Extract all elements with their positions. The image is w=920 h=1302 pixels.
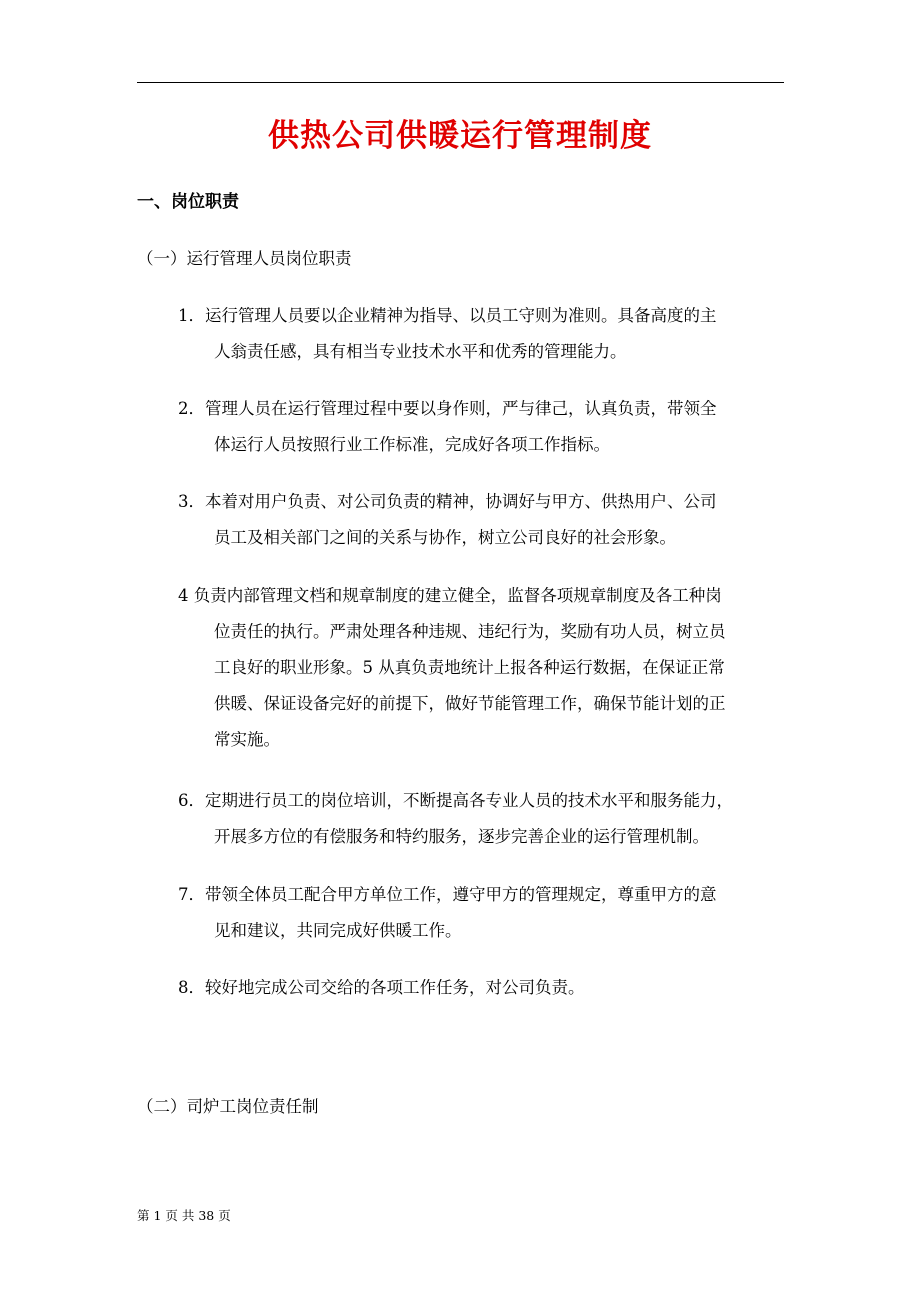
list-item-line: 常实施。 (214, 730, 280, 749)
list-item-line: 6．定期进行员工的岗位培训，不断提高各专业人员的技术水平和服务能力， (178, 791, 733, 810)
list-item-line: 工良好的职业形象。5 从真负责地统计上报各种运行数据，在保证正常 (214, 658, 725, 677)
list-item-line: 8．较好地完成公司交给的各项工作任务，对公司负责。 (178, 978, 585, 997)
document-title: 供热公司供暖运行管理制度 (268, 118, 652, 154)
list-item-line: 开展多方位的有偿服务和特约服务，逐步完善企业的运行管理机制。 (214, 827, 709, 846)
list-item-line: 人翁责任感，具有相当专业技术水平和优秀的管理能力。 (214, 342, 627, 361)
subsection-heading-1: （一）运行管理人员岗位职责 (137, 249, 352, 268)
list-item-4 (178, 578, 790, 758)
list-item-line: 员工及相关部门之间的关系与协作，树立公司良好的社会形象。 (214, 528, 676, 547)
page-footer: 第 1 页 共 38 页 (137, 1208, 231, 1223)
list-item-line: 体运行人员按照行业工作标准，完成好各项工作指标。 (214, 435, 610, 454)
header-rule (137, 82, 784, 83)
list-item-2 (178, 391, 790, 463)
list-item-line: 7．带领全体员工配合甲方单位工作，遵守甲方的管理规定，尊重甲方的意 (178, 885, 717, 904)
list-item-6 (178, 783, 790, 855)
list-item-line: 1．运行管理人员要以企业精神为指导、以员工守则为准则。具备高度的主 (178, 306, 717, 325)
list-item-7 (178, 877, 790, 949)
list-item-8 (178, 970, 790, 1006)
section-heading: 一、岗位职责 (137, 192, 239, 212)
list-item-line: 3．本着对用户负责、对公司负责的精神，协调好与甲方、供热用户、公司 (178, 492, 717, 511)
list-item-line: 4 负责内部管理文档和规章制度的建立健全，监督各项规章制度及各工种岗 (178, 586, 722, 605)
list-item-line: 供暖、保证设备完好的前提下，做好节能管理工作，确保节能计划的正 (214, 694, 726, 713)
subsection-heading-2: （二）司炉工岗位责任制 (137, 1097, 319, 1116)
list-item-line: 2．管理人员在运行管理过程中要以身作则，严与律己，认真负责，带领全 (178, 399, 717, 418)
list-item-line: 位责任的执行。严肃处理各种违规、违纪行为，奖励有功人员，树立员 (214, 622, 726, 641)
list-item-1 (178, 298, 790, 370)
list-item-line: 见和建议，共同完成好供暖工作。 (214, 921, 462, 940)
list-item-3 (178, 484, 790, 556)
